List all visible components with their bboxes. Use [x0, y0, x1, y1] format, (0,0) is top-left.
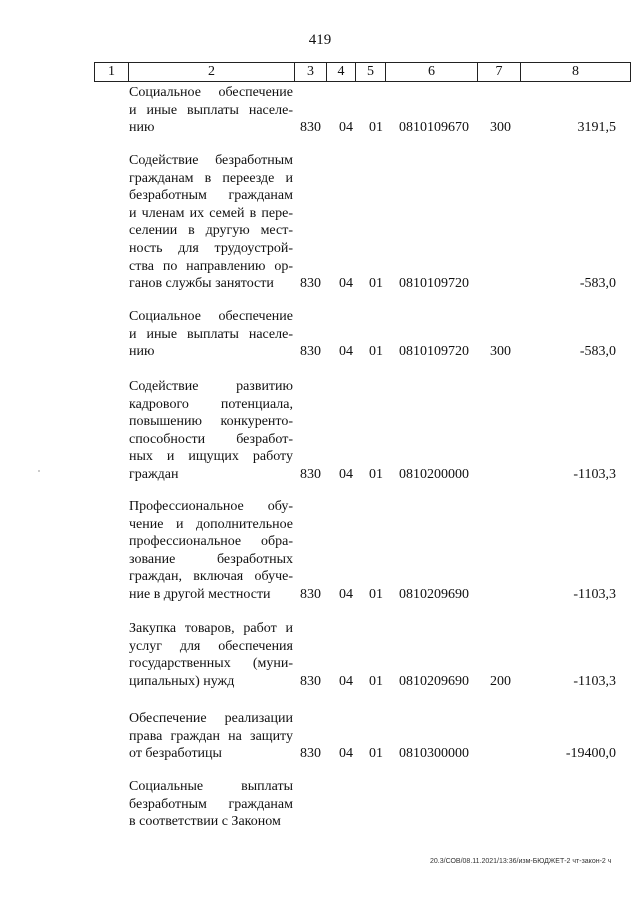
header-col-3: 3: [295, 63, 327, 82]
description-line: повышению конкуренто-: [129, 414, 293, 430]
table-row: [0, 378, 640, 484]
description-line: и членам их семей в пере-: [129, 205, 293, 221]
cell-amount: -19400,0: [565, 746, 616, 762]
cell-subsection-code: 01: [369, 746, 383, 762]
description-line: безработным гражданам: [129, 796, 293, 812]
cell-section-code: 04: [339, 276, 353, 292]
table-row: [0, 778, 640, 831]
cell-amount: -583,0: [579, 276, 616, 292]
description-line: селении в другую мест-: [129, 223, 293, 239]
row-description: [129, 308, 293, 361]
table-row: [0, 498, 640, 604]
description-line: граждан, включая обуче-: [129, 569, 293, 585]
cell-subsection-code: 01: [369, 467, 383, 482]
cell-target-article-code: 0810300000: [399, 746, 469, 762]
table-row: [0, 710, 640, 763]
cell-subsection-code: 01: [369, 276, 383, 292]
row-description: [129, 152, 293, 293]
description-line: нию: [129, 120, 155, 136]
header-col-4: 4: [327, 63, 356, 82]
cell-target-article-code: 0810200000: [399, 467, 469, 482]
cell-section-code: 04: [339, 120, 353, 136]
description-line: ных и ищущих работу: [129, 449, 293, 465]
description-line: в соответствии с Законом: [129, 814, 281, 830]
cell-expense-type-code: 300: [490, 344, 511, 360]
description-line: безработным гражданам: [129, 188, 293, 204]
description-line: кадрового потенциала,: [129, 396, 293, 412]
cell-subsection-code: 01: [369, 673, 383, 689]
header-col-6: 6: [386, 63, 478, 82]
cell-amount: -1103,3: [573, 467, 616, 482]
cell-ministry-code: 830: [300, 276, 321, 292]
description-line: Содействие развитию: [129, 379, 293, 394]
cell-target-article-code: 0810209690: [399, 673, 469, 689]
cell-expense-type-code: 300: [490, 120, 511, 136]
description-line: ность для трудоустрой-: [129, 240, 293, 256]
row-description: [129, 84, 293, 137]
table-row: [0, 620, 640, 690]
description-line: государственных (муни-: [129, 656, 293, 672]
header-col-2: 2: [129, 63, 295, 82]
cell-section-code: 04: [339, 344, 353, 360]
cell-ministry-code: 830: [300, 120, 321, 136]
cell-subsection-code: 01: [369, 344, 383, 360]
description-line: нию: [129, 344, 155, 360]
cell-target-article-code: 0810109720: [399, 276, 469, 292]
description-line: Социальное обеспечение: [129, 85, 293, 100]
description-line: Социальные выплаты: [129, 779, 293, 794]
cell-section-code: 04: [339, 467, 353, 482]
table-row: [0, 152, 640, 293]
cell-ministry-code: 830: [300, 344, 321, 360]
table-row: [0, 308, 640, 361]
description-line: Обеспечение реализации: [129, 711, 293, 726]
header-col-5: 5: [356, 63, 386, 82]
page-number: 419: [308, 32, 332, 48]
cell-expense-type-code: 200: [490, 673, 511, 689]
row-description: [129, 778, 293, 831]
cell-subsection-code: 01: [369, 587, 383, 602]
description-line: услуг для обеспечения: [129, 638, 293, 654]
description-line: права граждан на защиту: [129, 728, 293, 744]
cell-ministry-code: 830: [300, 746, 321, 762]
description-line: Профессиональное обу-: [129, 499, 293, 514]
description-line: ганов службы занятости: [129, 276, 274, 292]
description-line: чение и дополнительное: [129, 516, 293, 532]
cell-target-article-code: 0810109720: [399, 344, 469, 360]
description-line: гражданам в переезде и: [129, 170, 293, 186]
description-line: Содействие безработным: [129, 153, 293, 168]
cell-amount: -1103,3: [573, 587, 616, 602]
scan-speck: [38, 470, 40, 472]
cell-amount: 3191,5: [577, 120, 616, 136]
table-row: [0, 84, 640, 137]
description-line: зование безработных: [129, 551, 293, 567]
description-line: и иные выплаты населе-: [129, 326, 293, 342]
cell-section-code: 04: [339, 673, 353, 689]
cell-ministry-code: 830: [300, 673, 321, 689]
cell-ministry-code: 830: [300, 467, 321, 482]
description-line: профессиональное обра-: [129, 534, 293, 550]
row-description: [129, 498, 293, 604]
description-line: ства по направлению ор-: [129, 258, 293, 274]
row-description: [129, 378, 293, 484]
cell-ministry-code: 830: [300, 587, 321, 602]
row-description: [129, 710, 293, 763]
description-line: и иные выплаты населе-: [129, 102, 293, 118]
cell-section-code: 04: [339, 746, 353, 762]
column-header-row: [94, 62, 631, 82]
footer-stamp: 20.3/СОВ/08.11.2021/13:36/изм-БЮДЖЕТ-2 чт-закон-2 ч: [430, 858, 612, 865]
header-col-7: 7: [478, 63, 521, 82]
header-col-8: 8: [521, 63, 631, 82]
description-line: от безработицы: [129, 746, 222, 762]
description-line: граждан: [129, 466, 179, 482]
cell-amount: -583,0: [579, 344, 616, 360]
description-line: ние в другой местности: [129, 586, 271, 602]
description-line: Социальное обеспечение: [129, 309, 293, 324]
cell-target-article-code: 0810209690: [399, 587, 469, 602]
header-col-1: 1: [95, 63, 129, 82]
cell-section-code: 04: [339, 587, 353, 602]
cell-amount: -1103,3: [573, 673, 616, 689]
description-line: ципальных) нужд: [129, 673, 235, 689]
description-line: Закупка товаров, работ и: [129, 621, 293, 636]
cell-target-article-code: 0810109670: [399, 120, 469, 136]
row-description: [129, 620, 293, 690]
description-line: способности безработ-: [129, 431, 293, 447]
cell-subsection-code: 01: [369, 120, 383, 136]
